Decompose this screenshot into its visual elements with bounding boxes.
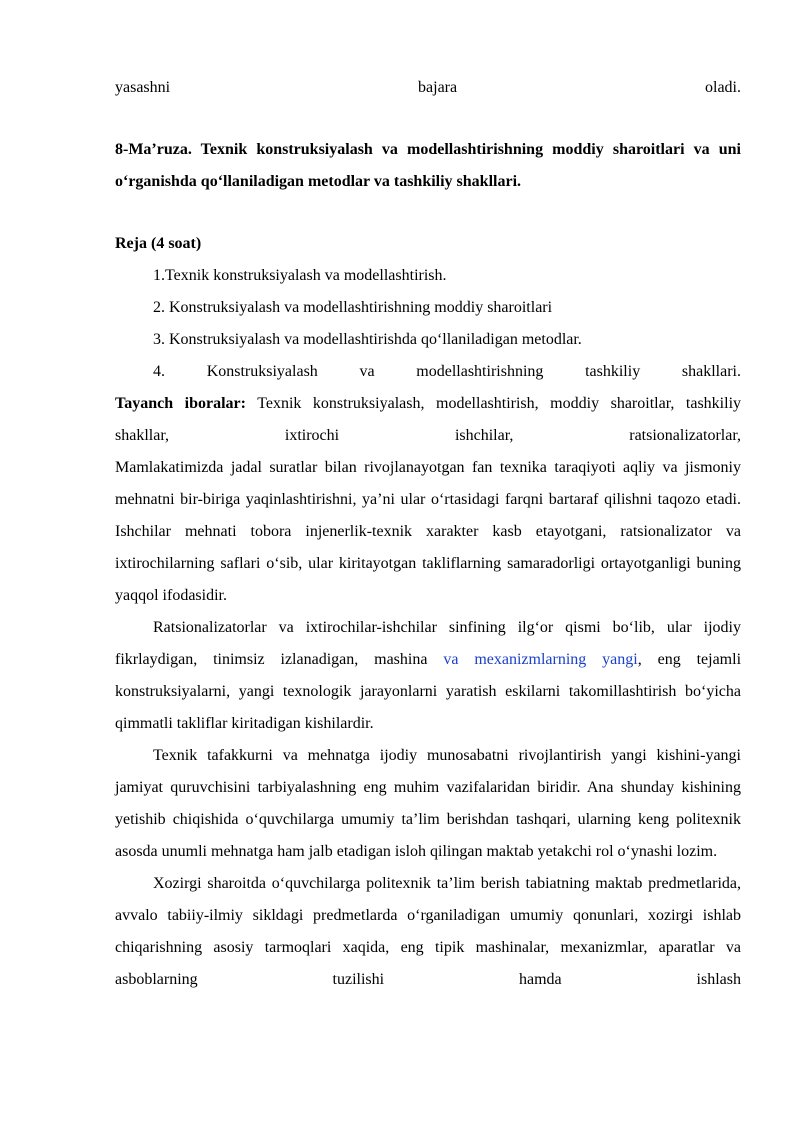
top-line-word-1: yasashni <box>115 79 171 96</box>
plan-item-2: 2. Konstruksiyalash va modellashtirishning moddiy sharoitlari <box>153 299 553 316</box>
paragraph-2-after: , eng tejamli konstruksiyalarni, yangi texnologik jarayonlarni yaratish eskilarni takomillashtirish bo‘yicha qimmatli takliflar kiritadigan kishilardir. <box>115 651 742 732</box>
keywords-label: Tayanch iboralar: <box>115 395 246 412</box>
paragraph-3: Texnik tafakkurni va mehnatga ijodiy munosabatni rivojlantirish yangi kishini-yangi jamiyat quruvchisini tarbiyalashning eng muhim vazifalaridan biridir. Ana shunday kishining yetishib chiqishida o‘quvchilarga umumiy ta’lim berishdan tashqari, ularning keng politexnik asosda unumli mehnatga ham jalb etadigan isloh qilingan maktab yetakchi rol o‘ynashi lozim. <box>115 747 741 860</box>
keywords <box>115 388 741 452</box>
plan-title: Reja (4 soat) <box>115 235 202 252</box>
document-body <box>115 72 741 996</box>
plan-item-1: 1.Texnik konstruksiyalash va modellashtirish. <box>153 267 447 284</box>
paragraph-1: Mamlakatimizda jadal suratlar bilan rivojlanayotgan fan texnika taraqiyoti aqliy va jismoniy mehnatni bir-biriga yaqinlashtirishni, ya’ni ular o‘rtasidagi farqni bartaraf qilishni taqozo etadi. Ishchilar mehnati tobora injenerlik-texnik xarakter kasb etayotgani, ratsionalizator va ixtirochilarning saflari o‘sib, ular kiritayotgan takliflarning samaradorligi ortayotganligi buning yaqqol ifodasidir. <box>115 459 741 604</box>
keywords-text: Texnik konstruksiyalash, modellashtirish, moddiy sharoitlar, tashkiliy shakllar, ixtirochi ishchilar, ratsionalizatorlar, <box>115 395 742 444</box>
paragraph-2-link[interactable]: va mexanizmlarning yangi <box>443 651 638 668</box>
paragraph-2 <box>115 612 741 740</box>
plan-item-3: 3. Konstruksiyalash va modellashtirishda qo‘llaniladigan metodlar. <box>153 331 582 348</box>
top-line-word-3: oladi. <box>705 79 741 96</box>
top-line <box>115 72 741 104</box>
paragraph-4: Xozirgi sharoitda o‘quvchilarga politexnik ta’lim berish tabiatning maktab predmetlarida, avvalo tabiiy-ilmiy sikldagi predmetlarda o‘rganiladigan umumiy qonunlari, xozirgi ishlab chiqarishning asosiy tarmoqlari xaqida, eng tipik mashinalar, mexanizmlar, aparatlar va asboblarning tuzilishi hamda ishlash <box>115 875 741 988</box>
spacer <box>115 104 741 134</box>
paragraph-2-before: Ratsionalizatorlar va ixtirochilar-ishchilar sinfining ilg‘or qismi bo‘lib, ular ijodiy fikrlaydigan, tinimsiz izlanadigan, mashina <box>115 619 741 668</box>
lecture-heading: 8-Ma’ruza. Texnik konstruksiyalash va modellashtirishning moddiy sharoitlari va uni o‘rganishda qo‘llaniladigan metodlar va tashkiliy shakllari. <box>115 141 741 190</box>
spacer <box>115 198 741 228</box>
plan-item-4: 4. Konstruksiyalash va modellashtirishning tashkiliy shakllari. <box>153 363 741 380</box>
top-line-word-2: bajara <box>418 79 458 96</box>
